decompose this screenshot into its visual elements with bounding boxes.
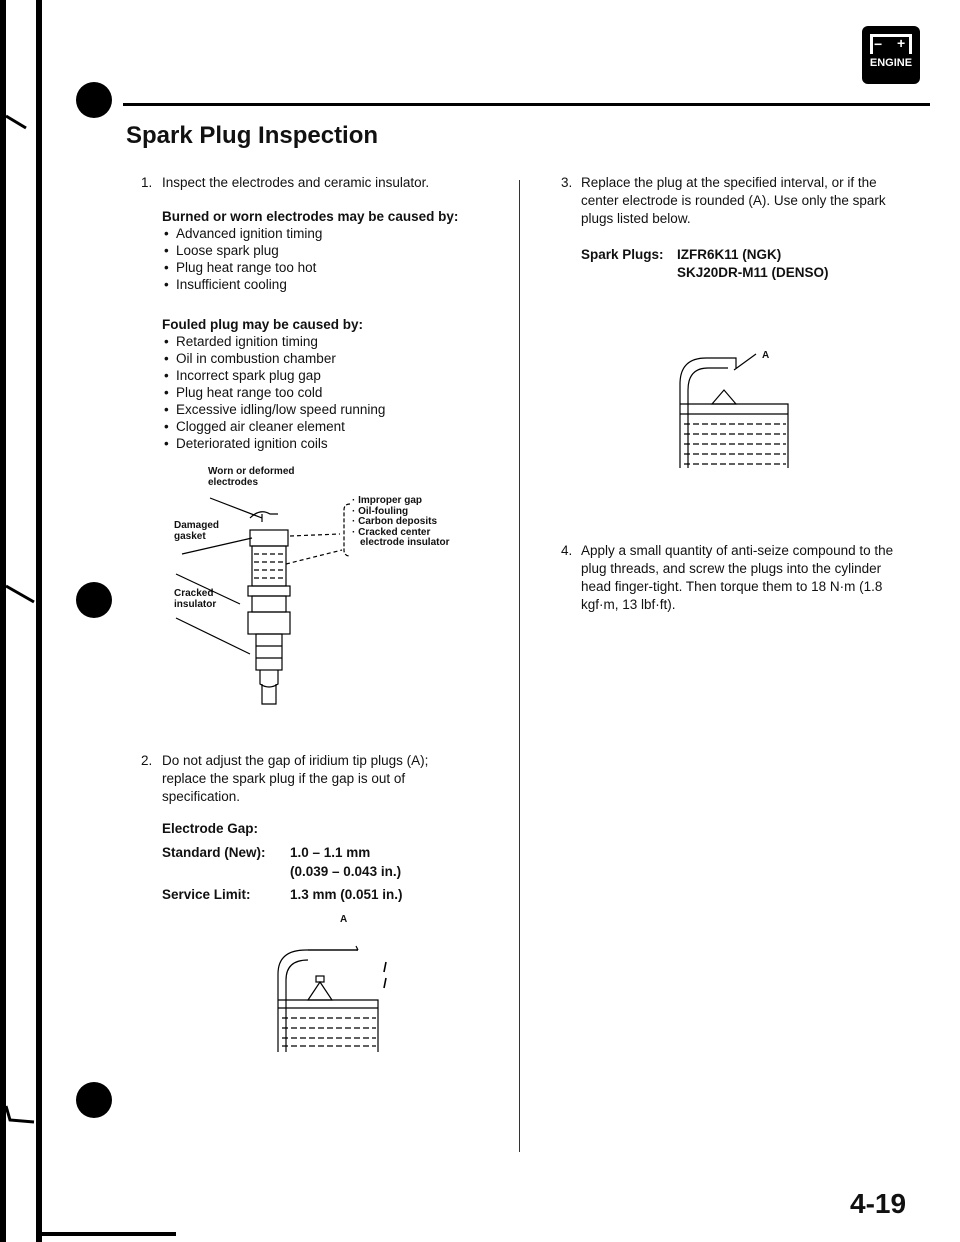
spec-row-service: Service Limit: 1.3 mm (0.051 in.) [162,887,403,902]
burned-heading: Burned or worn electrodes may be caused by: [162,209,459,224]
list-item: • Clogged air cleaner element [162,418,502,435]
gap-spec-table [162,844,403,903]
left-binding-bar-inner [36,0,42,1242]
figure-3-label: A [762,350,770,361]
burned-list [162,225,502,293]
spark-plugs-label: Spark Plugs: [581,247,664,262]
list-item: • Loose spark plug [162,242,502,259]
list-item: • Insufficient cooling [162,276,502,293]
engine-badge [862,26,920,84]
fouled-heading: Fouled plug may be caused by: [162,317,364,332]
battery-minus: − [874,36,883,52]
margin-arrow-icon [0,580,40,610]
spark-plug-denso: SKJ20DR-M11 (DENSO) [677,265,829,280]
label-damaged-gasket: Damaged gasket [174,520,220,542]
list-item: • Plug heat range too cold [162,384,502,401]
iridium-tip-diagram [268,940,398,1052]
list-item: • Plug heat range too hot [162,259,502,276]
margin-tab-dot [76,82,112,118]
list-item: • Oil in combustion chamber [162,350,502,367]
spark-plug-ngk: IZFR6K11 (NGK) [677,247,782,262]
step-1-text: Inspect the electrodes and ceramic insulator. [162,175,430,190]
margin-tab-dot [76,582,112,618]
label-worn-electrodes: Worn or deformed electrodes [208,466,295,488]
margin-corner-icon [0,1100,40,1130]
column-divider [519,180,520,1152]
step-1-number: 1. [141,175,153,190]
step-4-number: 4. [561,543,573,558]
fouled-section [162,316,502,452]
step-2-number: 2. [141,753,153,768]
margin-tab-dot [76,1082,112,1118]
step-2-text: Do not adjust the gap of iridium tip plugs (A); replace the spark plug if the gap is out of specification. [162,753,429,804]
list-item: • Retarded ignition timing [162,333,502,350]
spec-row-standard-in: (0.039 – 0.043 in.) [290,864,402,879]
page-title: Spark Plug Inspection [126,122,379,149]
page-number: 4-19 [850,1188,907,1219]
label-cracked-insulator: Cracked insulator [174,588,217,610]
battery-plus: + [897,35,906,51]
list-item: • Deteriorated ignition coils [162,435,502,452]
badge-label: ENGINE [869,57,913,69]
burned-section [162,208,502,293]
left-binding-bar [0,0,6,1242]
fouled-list [162,333,502,452]
list-item: • Incorrect spark plug gap [162,367,502,384]
list-item: • Advanced ignition timing [162,225,502,242]
spec-row-standard: Standard (New): 1.0 – 1.1 mm [162,845,371,860]
list-item: • Excessive idling/low speed running [162,401,502,418]
margin-arrow-icon [0,110,30,134]
causes-list: · Improper gap · Oil-fouling · Carbon deposits · Cracked center electrode insulator [352,495,450,548]
bottom-rule [36,1232,176,1236]
rounded-electrode-diagram [672,344,802,468]
header-rule [123,103,930,106]
spark-plug-diagram [170,478,370,714]
step-3-number: 3. [561,175,573,190]
figure-2-label: A [340,914,348,925]
step-3-text: Replace the plug at the specified interval, or if the center electrode is rounded (A). Use only the spark plugs listed below. [581,175,886,226]
gap-heading: Electrode Gap: [162,821,259,836]
step-4-text: Apply a small quantity of anti-seize compound to the plug threads, and screw the plugs into the cylinder head finger-tight. Then torque them to 18 N·m (1.8 kgf·m, 13 lbf·ft). [581,543,894,612]
